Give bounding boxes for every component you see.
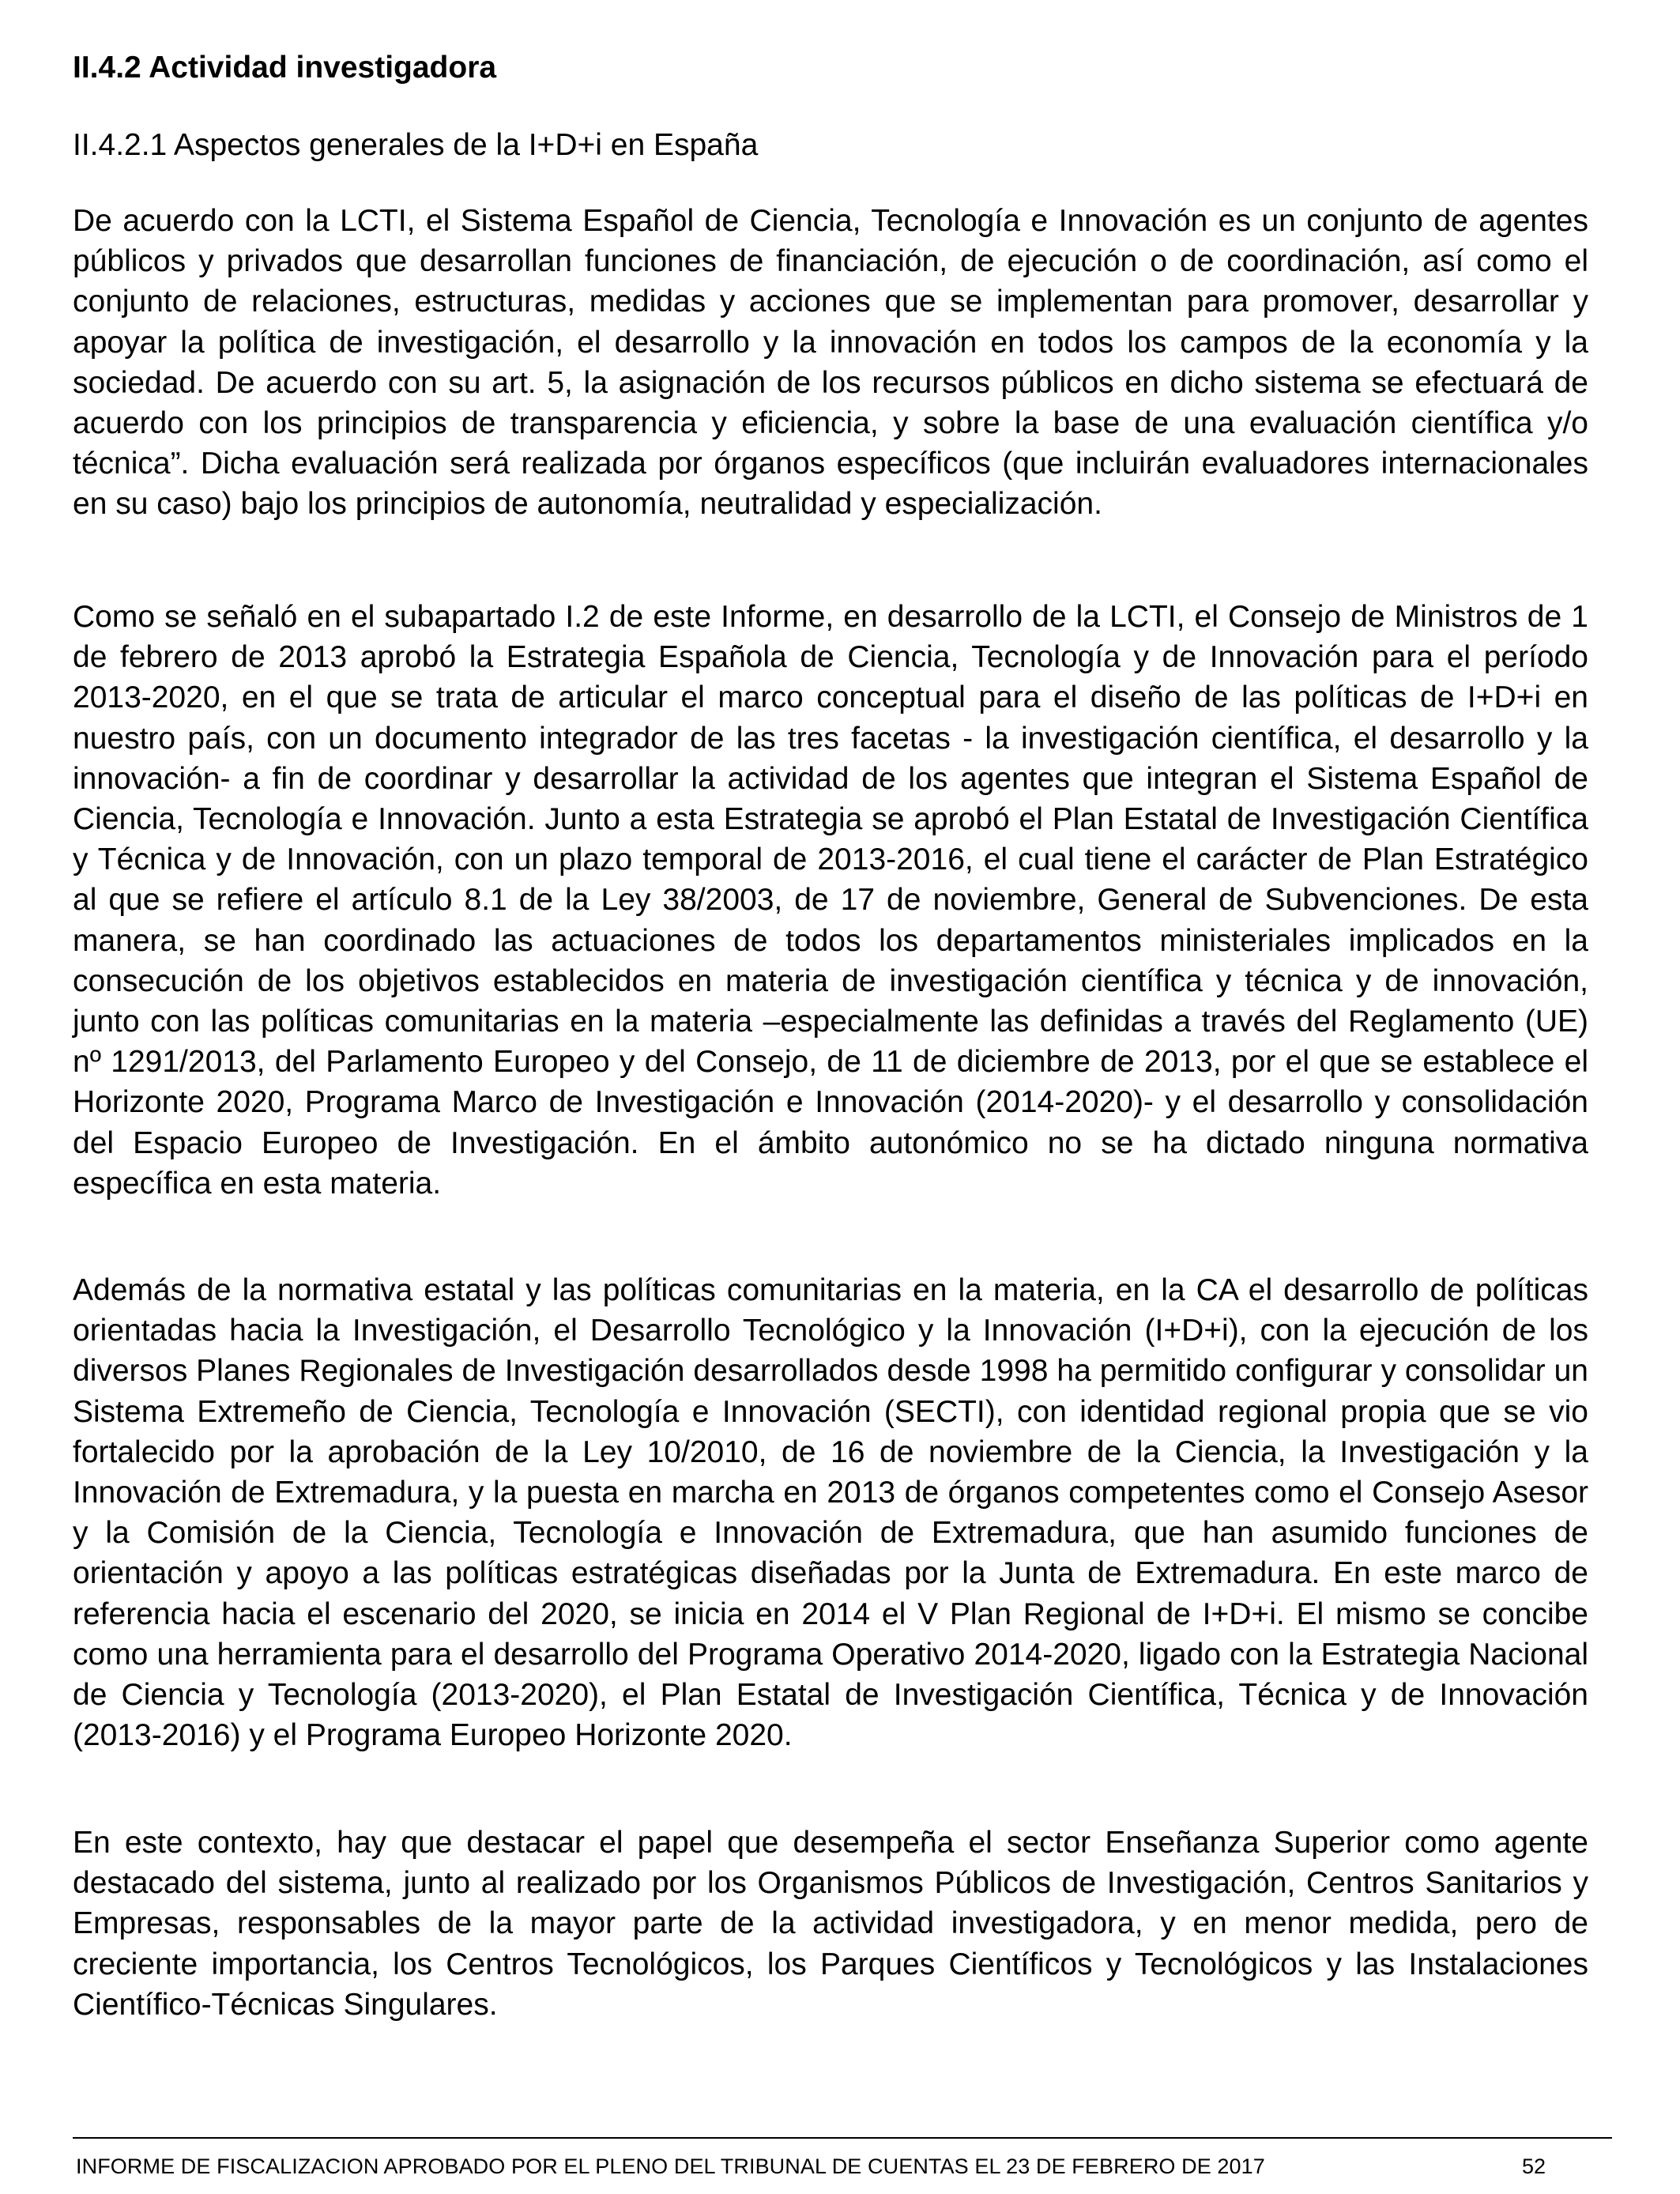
paragraph-3: Además de la normativa estatal y las políticas comunitarias en la materia, en la CA el desarrollo de políticas orientadas hacia la Investigación, el Desarrollo Tecnológico y la Innovación (I+D+i), con la ejecución de los diversos Planes Regionales de Investigación desarrollados desde 1998 ha permitido configurar y consolidar un Sistema Extremeño de Ciencia, Tecnología e Innovación (SECTI), con identidad regional propia que se vio fortalecido por la aprobación de la Ley 10/2010, de 16 de noviembre de la Ciencia, la Investigación y la Innovación de Extremadura, y la puesta en marcha en 2013 de órganos competentes como el Consejo Asesor y la Comisión de la Ciencia, Tecnología e Innovación de Extremadura, que han asumido funciones de orientación y apoyo a las políticas estratégicas diseñadas por la Junta de Extremadura. En este marco de referencia hacia el escenario del 2020, se inicia en 2014 el V Plan Regional de I+D+i. El mismo se concibe como una herramienta para el desarrollo del Programa Operativo 2014-2020, ligado con la Estrategia Nacional de Ciencia y Tecnología (2013-2020), el Plan Estatal de Investigación Científica, Técnica y de Innovación (2013-2016) y el Programa Europeo Horizonte 2020.: [73, 1273, 1588, 1753]
footer-text: INFORME DE FISCALIZACION APROBADO POR EL PLENO DEL TRIBUNAL DE CUENTAS EL 23 DE FEBRERO DE 2017: [76, 2154, 1265, 2178]
page-number: 52: [1522, 2154, 1546, 2178]
section-heading: II.4.2 Actividad investigadora: [73, 51, 497, 85]
footer-divider: [73, 2137, 1612, 2139]
paragraph-4: En este contexto, hay que destacar el papel que desempeña el sector Enseñanza Superior como agente destacado del sistema, junto al realizado por los Organismos Públicos de Investigación, Centros Sanitarios y Empresas, responsables de la mayor parte de la actividad investigadora, y en menor medida, pero de creciente importancia, los Centros Tecnológicos, los Parques Científicos y Tecnológicos y las Instalaciones Científico-Técnicas Singulares.: [73, 1826, 1588, 2022]
subsection-heading: II.4.2.1 Aspectos generales de la I+D+i en España: [73, 128, 759, 162]
paragraph-2: Como se señaló en el subapartado I.2 de este Informe, en desarrollo de la LCTI, el Consejo de Ministros de 1 de febrero de 2013 aprobó la Estrategia Española de Ciencia, Tecnología y de Innovación para el período 2013-2020, en el que se trata de articular el marco conceptual para el diseño de las políticas de I+D+i en nuestro país, con un documento integrador de las tres facetas - la investigación científica, el desarrollo y la innovación- a fin de coordinar y desarrollar la actividad de los agentes que integran el Sistema Español de Ciencia, Tecnología e Innovación. Junto a esta Estrategia se aprobó el Plan Estatal de Investigación Científica y Técnica y de Innovación, con un plazo temporal de 2013-2016, el cual tiene el carácter de Plan Estratégico al que se refiere el artículo 8.1 de la Ley 38/2003, de 17 de noviembre, General de Subvenciones. De esta manera, se han coordinado las actuaciones de todos los departamentos ministeriales implicados en la consecución de los objetivos establecidos en materia de investigación científica y técnica y de innovación, junto con las políticas comunitarias en la materia –especialmente las definidas a través del Reglamento (UE) nº 1291/2013, del Parlamento Europeo y del Consejo, de 11 de diciembre de 2013, por el que se establece el Horizonte 2020, Programa Marco de Investigación e Innovación (2014-2020)- y el desarrollo y consolidación del Espacio Europeo de Investigación. En el ámbito autonómico no se ha dictado ninguna normativa específica en esta materia.: [73, 600, 1588, 1201]
paragraph-1: De acuerdo con la LCTI, el Sistema Español de Ciencia, Tecnología e Innovación es un conjunto de agentes públicos y privados que desarrollan funciones de financiación, de ejecución o de coordinación, así como el conjunto de relaciones, estructuras, medidas y acciones que se implementan para promover, desarrollar y apoyar la política de investigación, el desarrollo y la innovación en todos los campos de la economía y la sociedad. De acuerdo con su art. 5, la asignación de los recursos públicos en dicho sistema se efectuará de acuerdo con los principios de transparencia y eficiencia, y sobre la base de una evaluación científica y/o técnica”. Dicha evaluación será realizada por órganos específicos (que incluirán evaluadores internacionales en su caso) bajo los principios de autonomía, neutralidad y especialización.: [73, 204, 1588, 522]
